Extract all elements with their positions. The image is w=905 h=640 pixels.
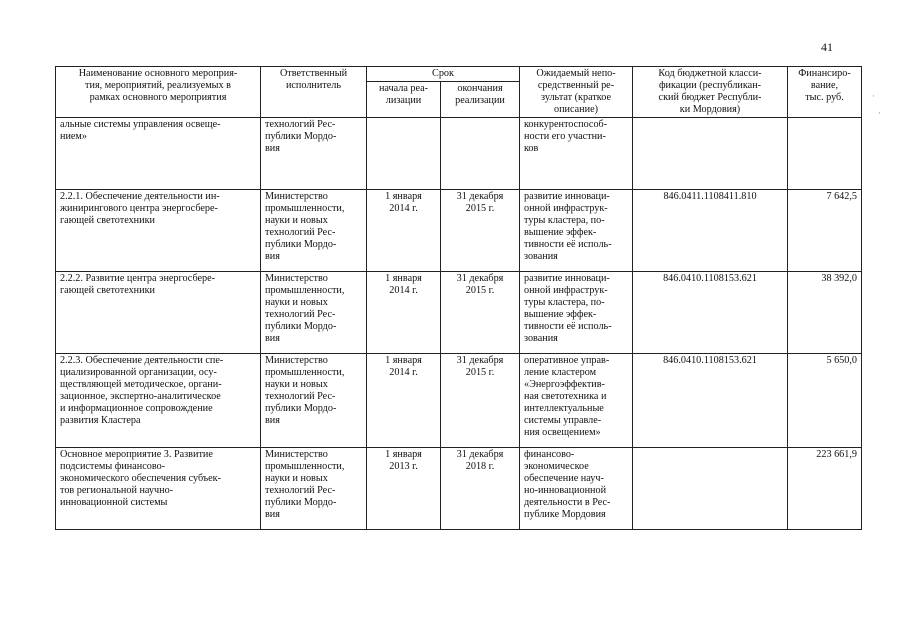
header-end: окончания реализации: [441, 82, 520, 118]
cell-result: конкурентоспособ- ности его участни- ков: [520, 118, 633, 190]
cell-start: 1 января 2013 г.: [367, 448, 441, 530]
cell-code: [633, 118, 788, 190]
cell-amount: 5 650,0: [788, 354, 862, 448]
header-start: начала реа- лизации: [367, 82, 441, 118]
cell-amount: 7 642,5: [788, 190, 862, 272]
cell-responsible: технологий Рес- публики Мордо- вия: [261, 118, 367, 190]
header-financing: Финансиро- вание, тыс. руб.: [788, 67, 862, 118]
cell-responsible: Министерство промышленности, науки и новых технологий Рес- публики Мордо- вия: [261, 354, 367, 448]
cell-code: 846.0410.1108153.621: [633, 354, 788, 448]
table-row: [56, 272, 862, 354]
scan-mark: ·: [872, 91, 875, 101]
header-term: Срок: [367, 67, 520, 82]
cell-start: 1 января 2014 г.: [367, 272, 441, 354]
cell-activity: Основное мероприятие 3. Развитие подсистемы финансово- экономического обеспечения субъек- тов региональной научно- инновационной системы: [56, 448, 261, 530]
table-row: [56, 190, 862, 272]
cell-activity: 2.2.1. Обеспечение деятельности ин- жинирингового центра энергосбере- гающей светотехники: [56, 190, 261, 272]
table-row: [56, 354, 862, 448]
cell-result: оперативное управ- ление кластером «Энергоэффектив- ная светотехника и интеллектуальные системы управле- ния освещением»: [520, 354, 633, 448]
cell-start: 1 января 2014 г.: [367, 354, 441, 448]
page-number: 41: [821, 40, 833, 54]
cell-activity: альные системы управления освеще- нием»: [56, 118, 261, 190]
program-table: [55, 66, 862, 530]
cell-code: 846.0411.1108411.810: [633, 190, 788, 272]
cell-responsible: Министерство промышленности, науки и новых технологий Рес- публики Мордо- вия: [261, 448, 367, 530]
cell-code: 846.0410.1108153.621: [633, 272, 788, 354]
cell-amount: [788, 118, 862, 190]
cell-amount: 223 661,9: [788, 448, 862, 530]
cell-code: [633, 448, 788, 530]
cell-result: финансово- экономическое обеспечение науч- но-инновационной деятельности в Рес- публике Мордовия: [520, 448, 633, 530]
cell-amount: 38 392,0: [788, 272, 862, 354]
cell-start: 1 января 2014 г.: [367, 190, 441, 272]
table-row: [56, 118, 862, 190]
header-result: Ожидаемый непо- средственный ре- зультат (краткое описание): [520, 67, 633, 118]
scan-mark: ·: [878, 108, 881, 118]
cell-end: 31 декабря 2018 г.: [441, 448, 520, 530]
table-row: [56, 448, 862, 530]
cell-start: [367, 118, 441, 190]
cell-end: 31 декабря 2015 г.: [441, 190, 520, 272]
cell-end: 31 декабря 2015 г.: [441, 354, 520, 448]
cell-responsible: Министерство промышленности, науки и новых технологий Рес- публики Мордо- вия: [261, 190, 367, 272]
cell-end: 31 декабря 2015 г.: [441, 272, 520, 354]
cell-result: развитие инноваци- онной инфраструк- туры кластера, по- вышение эффек- тивности её исполь- зования: [520, 272, 633, 354]
cell-activity: 2.2.2. Развитие центра энергосбере- гающей светотехники: [56, 272, 261, 354]
cell-responsible: Министерство промышленности, науки и новых технологий Рес- публики Мордо- вия: [261, 272, 367, 354]
cell-result: развитие инноваци- онной инфраструк- туры кластера, по- вышение эффек- тивности её исполь- зования: [520, 190, 633, 272]
cell-activity: 2.2.3. Обеспечение деятельности спе- циализированной организации, осу- ществляющей методическое, органи- зационное, экспертно-аналитическое и информационное сопровождение развития Кластера: [56, 354, 261, 448]
header-activity: Наименование основного мероприя- тия, мероприятий, реализуемых в рамках основного мероприятия: [56, 67, 261, 118]
header-responsible: Ответственный исполнитель: [261, 67, 367, 118]
header-budget-code: Код бюджетной класси- фикации (республикан- ский бюджет Республи- ки Мордовия): [633, 67, 788, 118]
cell-end: [441, 118, 520, 190]
